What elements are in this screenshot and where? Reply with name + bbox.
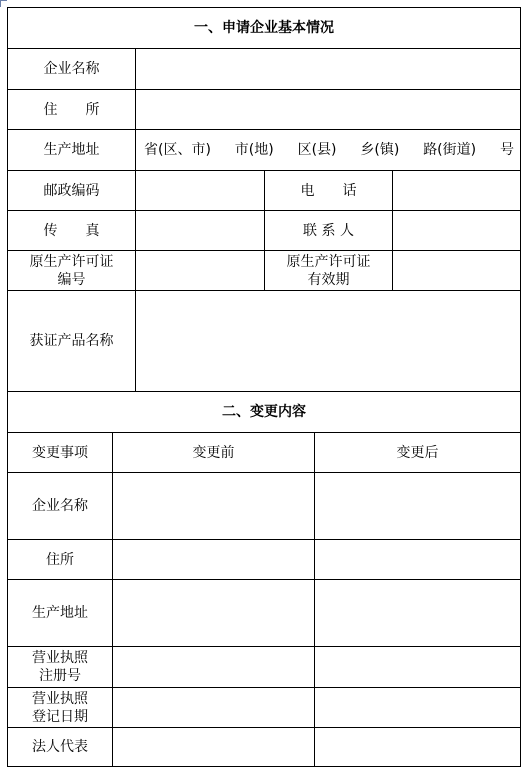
residence-field[interactable] [136,89,520,129]
company-name-label: 企业名称 [8,48,136,89]
header-change-item: 变更事项 [8,432,113,472]
contact-label: 联 系 人 [265,210,393,250]
orig-license-no-label [8,250,136,290]
production-address-field[interactable] [136,129,520,170]
change-application-form [7,7,521,767]
orig-license-no-label-line1: 原生产许可证 [29,253,114,270]
company-name-field[interactable] [136,48,520,89]
address-township: 乡(镇) [360,142,400,158]
address-number: 号 [499,142,514,158]
certified-product-label: 获证产品名称 [8,290,136,391]
license-reg-no-before-field[interactable] [113,646,315,687]
license-reg-date-line2: 登记日期 [32,708,88,725]
legal-rep-after-field[interactable] [315,727,520,766]
license-reg-no-line1: 营业执照 [32,650,88,666]
orig-license-no-field[interactable] [136,250,265,290]
section1-title: 一、申请企业基本情况 [194,20,334,36]
orig-license-no-label-line2: 编号 [57,271,86,288]
contact-field[interactable] [393,210,520,250]
phone-field[interactable] [393,170,520,210]
change-row-label-residence: 住所 [8,539,113,579]
certified-product-field[interactable] [136,290,520,391]
fax-field[interactable] [136,210,265,250]
license-reg-no-line2: 注册号 [39,668,81,684]
orig-license-validity-field[interactable] [393,250,520,290]
address-city: 市(地) [234,142,274,158]
corner-mark [0,0,7,7]
change-row-label-company-name: 企业名称 [8,472,113,539]
section2-title: 二、变更内容 [8,391,520,432]
license-reg-no-after-field[interactable] [315,646,520,687]
license-reg-date-after-field[interactable] [315,687,520,727]
header-after: 变更后 [315,432,520,472]
production-address-before-field[interactable] [113,579,315,646]
phone-label: 电 话 [265,170,393,210]
company-name-before-field[interactable] [113,472,315,539]
orig-license-validity-label-line2: 有效期 [307,271,350,288]
header-before: 变更前 [113,432,315,472]
address-district: 区(县) [297,142,337,158]
address-street: 路(街道) [423,142,477,158]
residence-after-field[interactable] [315,539,520,579]
change-row-label-license-reg-date [8,687,113,727]
production-address-after-field[interactable] [315,579,520,646]
fax-label: 传 真 [8,210,136,250]
postal-code-label: 邮政编码 [8,170,136,210]
change-row-label-license-reg-no [8,646,113,687]
residence-before-field[interactable] [113,539,315,579]
legal-rep-before-field[interactable] [113,727,315,766]
change-row-label-production-address: 生产地址 [8,579,113,646]
orig-license-validity-label [265,250,393,290]
postal-code-field[interactable] [136,170,265,210]
orig-license-validity-label-line1: 原生产许可证 [286,253,371,270]
production-address-label: 生产地址 [8,129,136,170]
address-province: 省(区、市) [144,142,211,158]
license-reg-date-line1: 营业执照 [32,690,88,707]
company-name-after-field[interactable] [315,472,520,539]
residence-label: 住 所 [8,89,136,129]
license-reg-date-before-field[interactable] [113,687,315,727]
change-row-label-legal-rep: 法人代表 [8,727,113,766]
